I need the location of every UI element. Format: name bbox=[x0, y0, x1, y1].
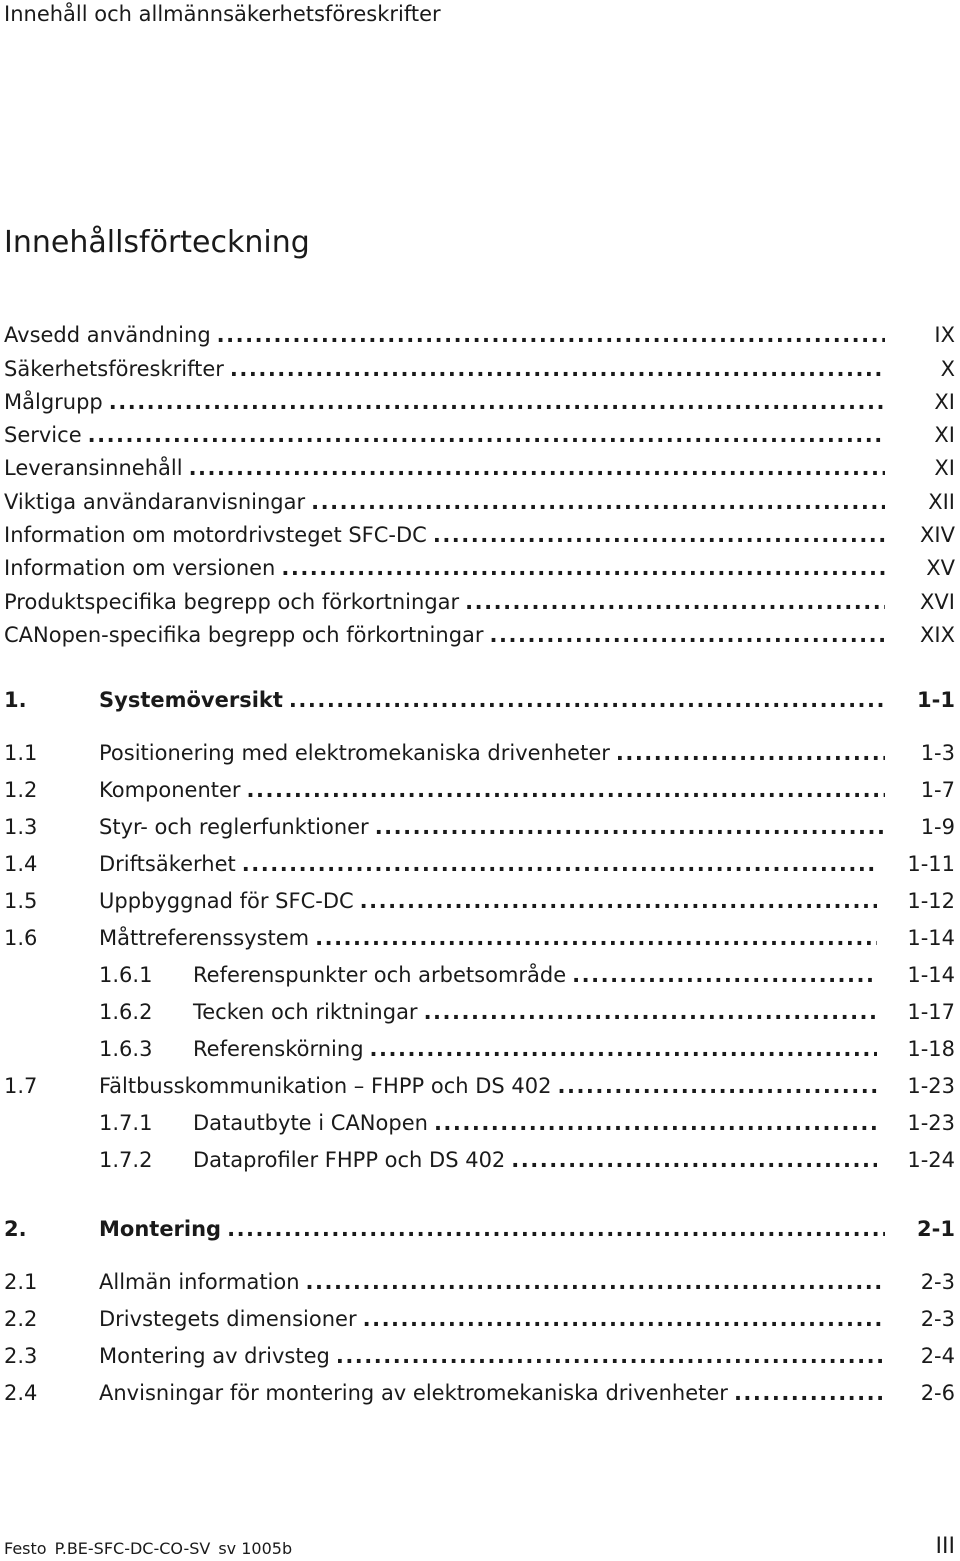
toc-entry[interactable] bbox=[4, 352, 955, 386]
toc-subsection[interactable] bbox=[4, 1106, 955, 1140]
subsection-number: 1.7.2 bbox=[99, 1148, 153, 1172]
dot-leader bbox=[433, 518, 885, 552]
footer-version: sv 1005b bbox=[218, 1539, 293, 1558]
toc-entry[interactable] bbox=[4, 385, 955, 419]
subsection-title: Tecken och riktningar bbox=[193, 1000, 418, 1024]
toc-subsection[interactable] bbox=[4, 1032, 955, 1066]
dot-leader bbox=[360, 884, 878, 918]
section-title: Allmän information bbox=[99, 1270, 300, 1294]
dot-leader bbox=[511, 1143, 877, 1177]
section-title: Driftsäkerhet bbox=[99, 852, 236, 876]
section-page: 1-3 bbox=[920, 741, 955, 765]
dot-leader bbox=[88, 418, 885, 452]
section-page: 1-7 bbox=[920, 778, 955, 802]
toc-entry-label: Säkerhetsföreskrifter bbox=[4, 357, 224, 381]
dot-leader bbox=[109, 385, 885, 419]
section-page: 1-11 bbox=[907, 852, 955, 876]
toc-entry[interactable] bbox=[4, 585, 955, 619]
subsection-page: 1-24 bbox=[907, 1148, 955, 1172]
dot-leader bbox=[306, 1265, 885, 1299]
subsection-title: Dataprofiler FHPP och DS 402 bbox=[193, 1148, 506, 1172]
toc-section[interactable] bbox=[4, 1069, 955, 1103]
section-number: 1.3 bbox=[4, 815, 38, 839]
section-number: 1.4 bbox=[4, 852, 38, 876]
running-header: Innehåll och allmännsäkerhetsföreskrifter bbox=[4, 2, 441, 26]
toc-chapter-1[interactable] bbox=[4, 683, 955, 717]
toc-section[interactable] bbox=[4, 736, 955, 770]
toc-chapter-2[interactable] bbox=[4, 1212, 955, 1246]
dot-leader bbox=[734, 1376, 885, 1410]
section-number: 2.1 bbox=[4, 1270, 38, 1294]
toc-entry-label: Viktiga användaranvisningar bbox=[4, 490, 306, 514]
toc-section[interactable] bbox=[4, 773, 955, 807]
section-number: 1.7 bbox=[4, 1074, 38, 1098]
toc-entry-page: XI bbox=[934, 423, 955, 447]
dot-leader bbox=[281, 551, 885, 585]
footer-brand: Festo bbox=[4, 1539, 47, 1558]
section-title: Måttreferenssystem bbox=[99, 926, 310, 950]
footer-doc-id: P.BE-SFC-DC-CO-SV bbox=[54, 1539, 211, 1558]
section-number: 1.2 bbox=[4, 778, 38, 802]
toc-entry-label: Avsedd användning bbox=[4, 323, 211, 347]
subsection-page: 1-17 bbox=[907, 1000, 955, 1024]
toc-entry[interactable] bbox=[4, 551, 955, 585]
toc-entry-page: XI bbox=[934, 456, 955, 480]
footer-page-number: III bbox=[935, 1534, 955, 1559]
section-number: 1.5 bbox=[4, 889, 38, 913]
section-number: 1.1 bbox=[4, 741, 38, 765]
chapter-page: 2-1 bbox=[917, 1217, 955, 1241]
section-title: Uppbyggnad för SFC-DC bbox=[99, 889, 354, 913]
toc-entry-label: Information om motordrivsteget SFC-DC bbox=[4, 523, 427, 547]
chapter-number: 2. bbox=[4, 1217, 27, 1241]
section-number: 2.2 bbox=[4, 1307, 38, 1331]
chapter-title: Montering bbox=[99, 1217, 222, 1241]
dot-leader bbox=[189, 451, 885, 485]
section-title: Fältbusskommunikation – FHPP och DS 402 bbox=[99, 1074, 552, 1098]
section-page: 2-3 bbox=[920, 1307, 955, 1331]
section-page: 1-9 bbox=[920, 815, 955, 839]
toc-entry-label: Leveransinnehåll bbox=[4, 456, 183, 480]
page-title: Innehållsförteckning bbox=[4, 225, 310, 260]
toc-entry[interactable] bbox=[4, 418, 955, 452]
dot-leader bbox=[227, 1212, 885, 1246]
dot-leader bbox=[616, 736, 885, 770]
dot-leader bbox=[336, 1339, 885, 1373]
toc-entry-page: XI bbox=[934, 390, 955, 414]
subsection-page: 1-23 bbox=[907, 1111, 955, 1135]
toc-entry-label: Information om versionen bbox=[4, 556, 276, 580]
section-title: Positionering med elektromekaniska drivenheter bbox=[99, 741, 610, 765]
chapter-number: 1. bbox=[4, 688, 27, 712]
section-number: 1.6 bbox=[4, 926, 38, 950]
toc-entry-page: XIX bbox=[920, 623, 955, 647]
dot-leader bbox=[230, 352, 885, 386]
toc-subsection[interactable] bbox=[4, 1143, 955, 1177]
section-page: 2-4 bbox=[920, 1344, 955, 1368]
dot-leader bbox=[424, 995, 878, 1029]
toc-entry[interactable] bbox=[4, 518, 955, 552]
subsection-page: 1-14 bbox=[907, 963, 955, 987]
toc-entry-page: XII bbox=[928, 490, 955, 514]
dot-leader bbox=[247, 773, 885, 807]
subsection-title: Referenspunkter och arbetsområde bbox=[193, 963, 567, 987]
dot-leader bbox=[289, 683, 885, 717]
toc-entry-label: Produktspecifika begrepp och förkortningar bbox=[4, 590, 460, 614]
section-page: 2-6 bbox=[920, 1381, 955, 1405]
subsection-page: 1-18 bbox=[907, 1037, 955, 1061]
toc-section[interactable] bbox=[4, 1265, 955, 1299]
section-title: Drivstegets dimensioner bbox=[99, 1307, 357, 1331]
toc-entry-page: IX bbox=[934, 323, 955, 347]
dot-leader bbox=[490, 618, 885, 652]
toc-section[interactable] bbox=[4, 847, 955, 881]
toc-section[interactable] bbox=[4, 810, 955, 844]
dot-leader bbox=[363, 1302, 885, 1336]
section-number: 2.4 bbox=[4, 1381, 38, 1405]
section-title: Komponenter bbox=[99, 778, 241, 802]
toc-entry[interactable] bbox=[4, 318, 955, 352]
footer-doc-info bbox=[4, 1538, 300, 1560]
subsection-title: Datautbyte i CANopen bbox=[193, 1111, 428, 1135]
section-page: 1-12 bbox=[907, 889, 955, 913]
toc-entry[interactable] bbox=[4, 618, 955, 652]
toc-entry-label: Målgrupp bbox=[4, 390, 103, 414]
toc-entry-label: Service bbox=[4, 423, 82, 447]
dot-leader bbox=[242, 847, 878, 881]
dot-leader bbox=[572, 958, 877, 992]
toc-entry-label: CANopen-specifika begrepp och förkortningar bbox=[4, 623, 484, 647]
section-title: Styr- och reglerfunktioner bbox=[99, 815, 369, 839]
section-title: Anvisningar för montering av elektromekaniska drivenheter bbox=[99, 1381, 728, 1405]
section-title: Montering av drivsteg bbox=[99, 1344, 330, 1368]
section-page: 2-3 bbox=[920, 1270, 955, 1294]
subsection-title: Referenskörning bbox=[193, 1037, 364, 1061]
toc-section[interactable] bbox=[4, 921, 955, 955]
subsection-number: 1.7.1 bbox=[99, 1111, 153, 1135]
dot-leader bbox=[375, 810, 885, 844]
toc-subsection[interactable] bbox=[4, 995, 955, 1029]
toc-subsection[interactable] bbox=[4, 958, 955, 992]
dot-leader bbox=[434, 1106, 877, 1140]
dot-leader bbox=[465, 585, 885, 619]
toc-entry-page: XV bbox=[926, 556, 955, 580]
toc-entry-page: XVI bbox=[920, 590, 955, 614]
toc-entry[interactable] bbox=[4, 485, 955, 519]
toc-entry[interactable] bbox=[4, 451, 955, 485]
section-number: 2.3 bbox=[4, 1344, 38, 1368]
section-page: 1-23 bbox=[907, 1074, 955, 1098]
toc-entry-page: X bbox=[940, 357, 955, 381]
subsection-number: 1.6.3 bbox=[99, 1037, 153, 1061]
subsection-number: 1.6.2 bbox=[99, 1000, 153, 1024]
toc-entry-page: XIV bbox=[920, 523, 955, 547]
section-page: 1-14 bbox=[907, 926, 955, 950]
subsection-number: 1.6.1 bbox=[99, 963, 153, 987]
dot-leader bbox=[311, 485, 885, 519]
dot-leader bbox=[557, 1069, 877, 1103]
chapter-title: Systemöversikt bbox=[99, 688, 283, 712]
toc-section[interactable] bbox=[4, 1376, 955, 1410]
chapter-page: 1-1 bbox=[917, 688, 955, 712]
dot-leader bbox=[315, 921, 877, 955]
toc-section[interactable] bbox=[4, 1339, 955, 1373]
toc-section[interactable] bbox=[4, 884, 955, 918]
dot-leader bbox=[370, 1032, 878, 1066]
toc-section[interactable] bbox=[4, 1302, 955, 1336]
dot-leader bbox=[217, 318, 885, 352]
